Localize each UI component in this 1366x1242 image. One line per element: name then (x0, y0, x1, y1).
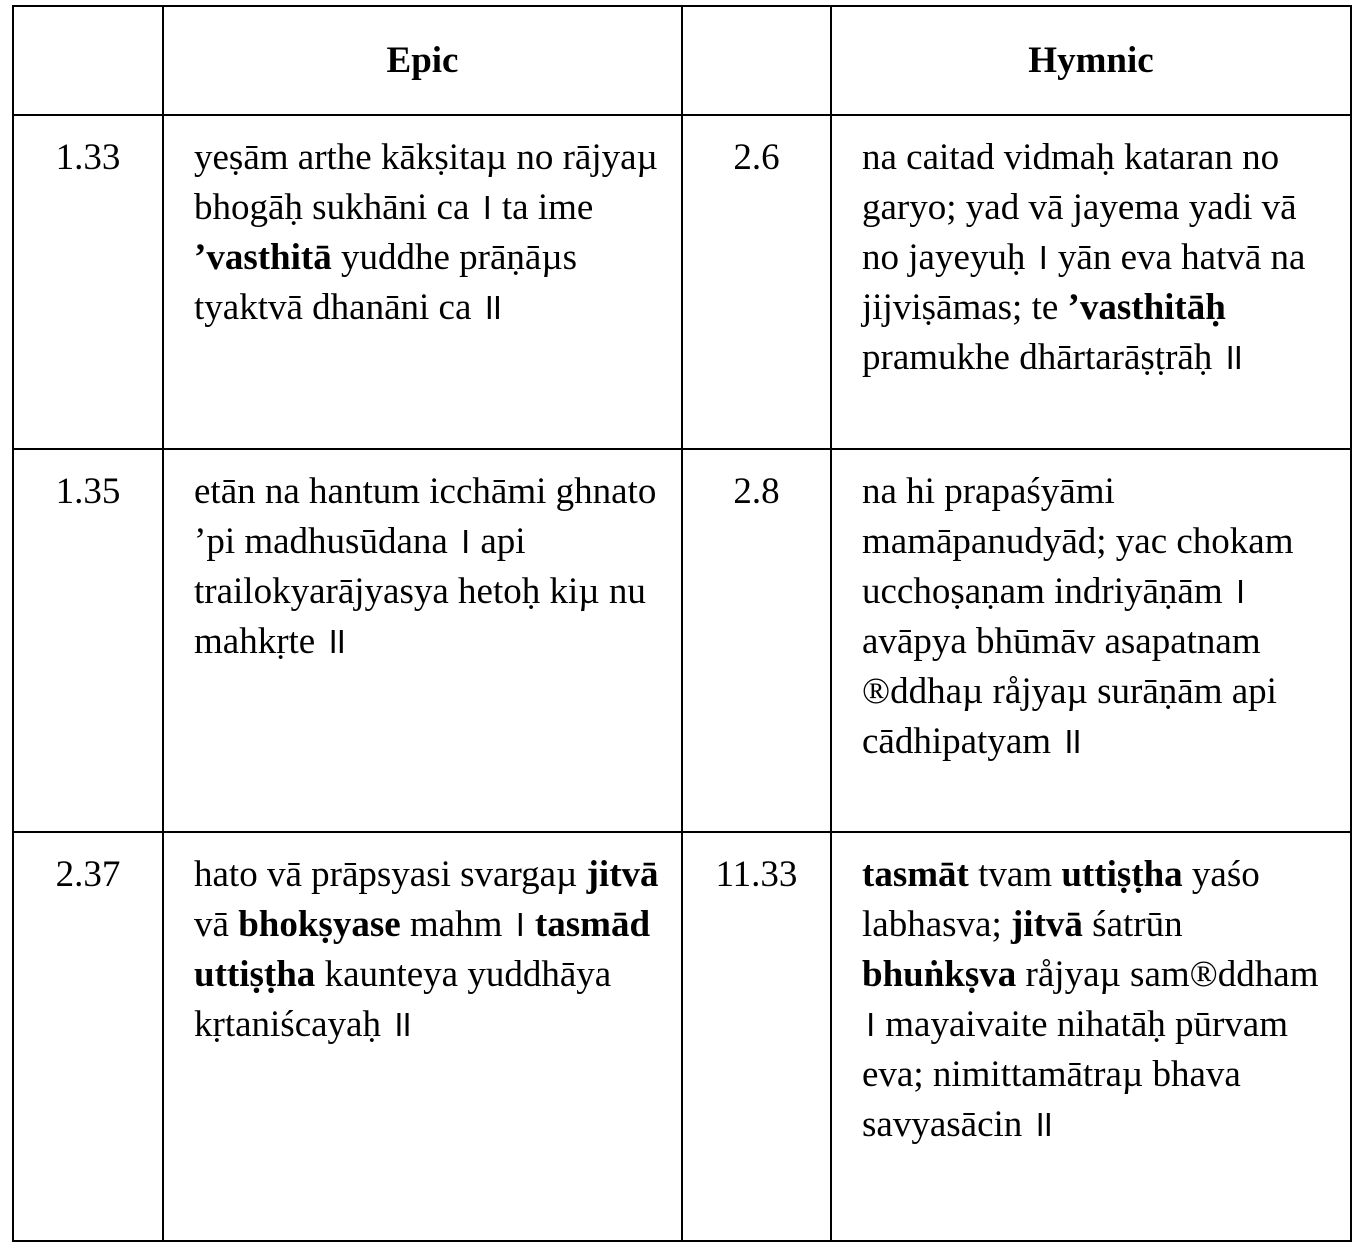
verse-segment: surāṇām api cādhipatyam ॥ (862, 671, 1277, 762)
verse-segment: na caitad vidmaḥ kataran no gar (862, 137, 1280, 228)
epic-verse-text (163, 832, 682, 1241)
emphasized-phrase: bhokṣyase (238, 904, 401, 945)
verse-segment: śatrūn (1082, 904, 1183, 945)
hymnic-verse-ref: 2.6 (682, 115, 831, 449)
emphasized-phrase: jitvā (586, 854, 659, 895)
epic-verse-ref: 1.35 (13, 449, 163, 832)
verse-segment: mah (400, 904, 474, 945)
header-empty-cell (13, 6, 163, 115)
emphasized-phrase: uttiṣṭha (1061, 854, 1183, 895)
hymnic-verse-ref: 2.8 (682, 449, 831, 832)
verse-segment: råjyaµ sam (1016, 954, 1190, 995)
hymnic-verse-text (831, 449, 1351, 832)
epic-verse-ref: 2.37 (13, 832, 163, 1241)
header-hymnic: Hymnic (831, 6, 1351, 115)
verse-comparison-table (12, 5, 1352, 1242)
verse-segment: na hi prapaśyāmi mamāpanudyād; yac chokam ucchoṣaṇam indriyāṇām । avāpya bhūmāv asapatnam (862, 471, 1294, 662)
epic-verse-text (163, 449, 682, 832)
verse-segment: yuddhe prāṇāµs tyaktvā dhanāni ca ॥ (194, 237, 578, 328)
verse-segment: । mayaivaite nihatāḥ pūrvam eva; nimittamātraµ bhava savyasācin ॥ (862, 1004, 1289, 1145)
verse-segment: hato vā prāpsyasi svargaµ (194, 854, 587, 895)
verse-segment: kṛte ॥ (257, 621, 347, 662)
emphasized-phrase: ’vasthitāḥ (1067, 287, 1226, 328)
table-row (13, 449, 1351, 832)
table-row (13, 832, 1351, 1241)
verse-segment: viṣāmas; te (892, 287, 1068, 328)
emphasized-phrase: tasmāt (862, 854, 969, 895)
verse-segment: kṣitaµ no rājyaµ bhogāḥ sukhāni ca । ta ime (194, 137, 658, 228)
verse-segment: vā (194, 904, 239, 945)
header-empty-cell (682, 6, 831, 115)
verse-segment: yo; yad vā jayema yadi vā no jayeyuḥ । yān eva hatvā na jij (862, 187, 1306, 328)
verse-segment: ®ddhaµ råjyaµ (862, 671, 1088, 712)
emphasized-phrase: ’vasthitā (194, 237, 332, 278)
table-row (13, 115, 1351, 449)
header-epic: Epic (163, 6, 682, 115)
verse-segment: yeṣām arthe kā (194, 137, 416, 178)
verse-segment: etān na hantum icchāmi ghnato ’pi madhusūdana । api trailokyarājyasya hetoḥ kiµ nu mah (194, 471, 657, 662)
hymnic-verse-ref: 11.33 (682, 832, 831, 1241)
epic-verse-text (163, 115, 682, 449)
epic-verse-ref: 1.33 (13, 115, 163, 449)
verse-segment: tvam (968, 854, 1062, 895)
verse-segment: yaśo labhasva; (862, 854, 1260, 945)
verse-segment: m । (473, 904, 535, 945)
emphasized-phrase: bhuṅkṣva (862, 954, 1017, 995)
hymnic-verse-text (831, 115, 1351, 449)
verse-segment: pramukhe dhārtarāṣṭrāḥ ॥ (862, 337, 1244, 378)
emphasized-phrase: tasmād uttiṣṭha (194, 904, 651, 995)
table-header-row (13, 6, 1351, 115)
verse-segment: kaunteya yuddhāya kṛtaniścayaḥ ॥ (194, 954, 612, 1045)
hymnic-verse-text (831, 832, 1351, 1241)
verse-segment: ®ddham (1189, 954, 1319, 995)
emphasized-phrase: jitvā (1010, 904, 1083, 945)
